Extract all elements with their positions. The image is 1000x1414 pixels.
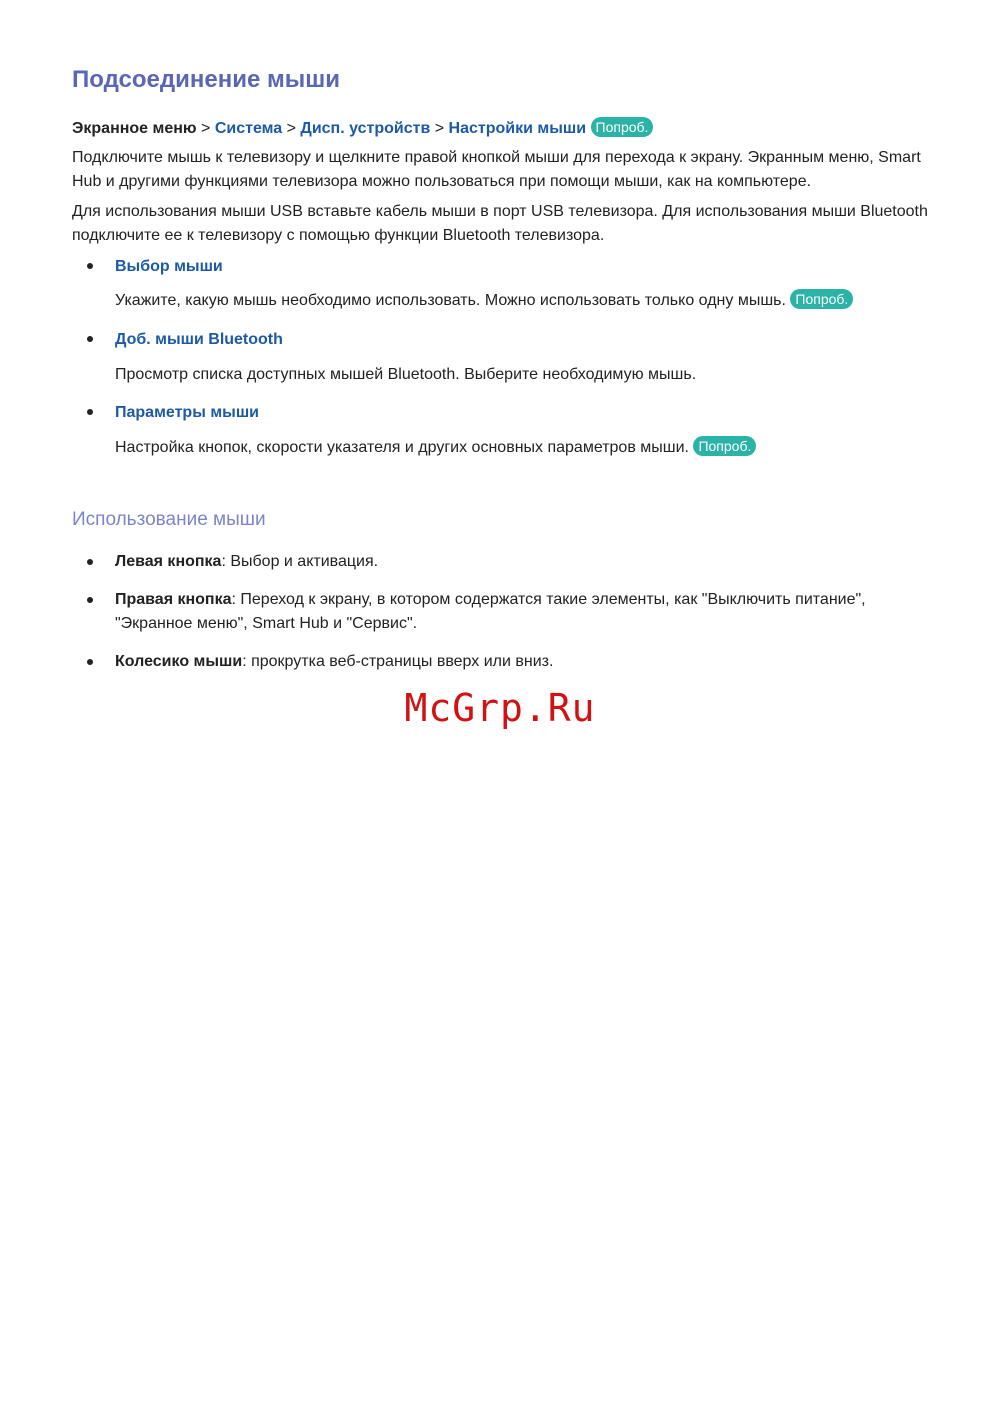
menu-path-separator: > (201, 120, 211, 137)
usage-text (115, 650, 932, 674)
setting-title[interactable]: Доб. мыши Bluetooth (115, 331, 283, 348)
watermark: McGrp.Ru (404, 686, 596, 730)
try-now-button[interactable]: Попроб. (790, 289, 853, 309)
bullet-icon (87, 263, 93, 269)
setting-description (115, 436, 756, 460)
intro-paragraph: Подключите мышь к телевизору и щелкните правой кнопкой мыши для перехода к экрану. Экранным меню, Smart Hub и другими функциями телевизора можно пользоваться при помощи мыши, как на компьютере. (72, 149, 921, 190)
menu-path-item-system[interactable]: Система (214, 120, 283, 137)
bullet-icon (87, 659, 93, 665)
page-title: Подсоединение мыши (72, 66, 340, 93)
setting-description (115, 363, 696, 387)
setting-title[interactable]: Параметры мыши (115, 404, 259, 421)
menu-path-root: Экранное меню (72, 120, 197, 137)
usage-text (115, 550, 932, 574)
usage-text (115, 588, 932, 636)
menu-path-separator: > (286, 120, 296, 137)
setting-title[interactable]: Выбор мыши (115, 258, 223, 275)
menu-path-item-mouse-settings[interactable]: Настройки мыши (448, 120, 587, 137)
usage-description: : Переход к экрану, в котором содержатся такие элементы, как "Выключить питание", "Экранное меню", Smart Hub и "Сервис". (115, 591, 866, 632)
bullet-icon (87, 559, 93, 565)
try-now-button[interactable]: Попроб. (591, 117, 654, 137)
bullet-icon (87, 597, 93, 603)
setting-description (115, 289, 853, 313)
setting-description-text: Укажите, какую мышь необходимо использовать. Можно использовать только одну мышь. (115, 292, 786, 309)
usage-term: Правая кнопка (115, 591, 232, 608)
usage-description: : Выбор и активация. (221, 553, 379, 570)
usb-bluetooth-paragraph: Для использования мыши USB вставьте кабель мыши в порт USB телевизора. Для использования мыши Bluetooth подключите ее к телевизору с помощью функции Bluetooth телевизора. (72, 203, 928, 244)
try-now-button[interactable]: Попроб. (693, 436, 756, 456)
setting-description-text: Просмотр списка доступных мышей Bluetooth. Выберите необходимую мышь. (115, 366, 697, 383)
usage-description: : прокрутка веб-страницы вверх или вниз. (242, 653, 554, 670)
bullet-icon (87, 336, 93, 342)
usage-term: Колесико мыши (115, 653, 243, 670)
usage-term: Левая кнопка (115, 553, 222, 570)
usage-heading: Использование мыши (72, 509, 266, 530)
bullet-icon (87, 409, 93, 415)
menu-path-item-device-manager[interactable]: Дисп. устройств (300, 120, 431, 137)
menu-path-separator: > (434, 120, 445, 137)
menu-path (72, 117, 653, 140)
setting-description-text: Настройка кнопок, скорости указателя и других основных параметров мыши. (115, 439, 689, 456)
